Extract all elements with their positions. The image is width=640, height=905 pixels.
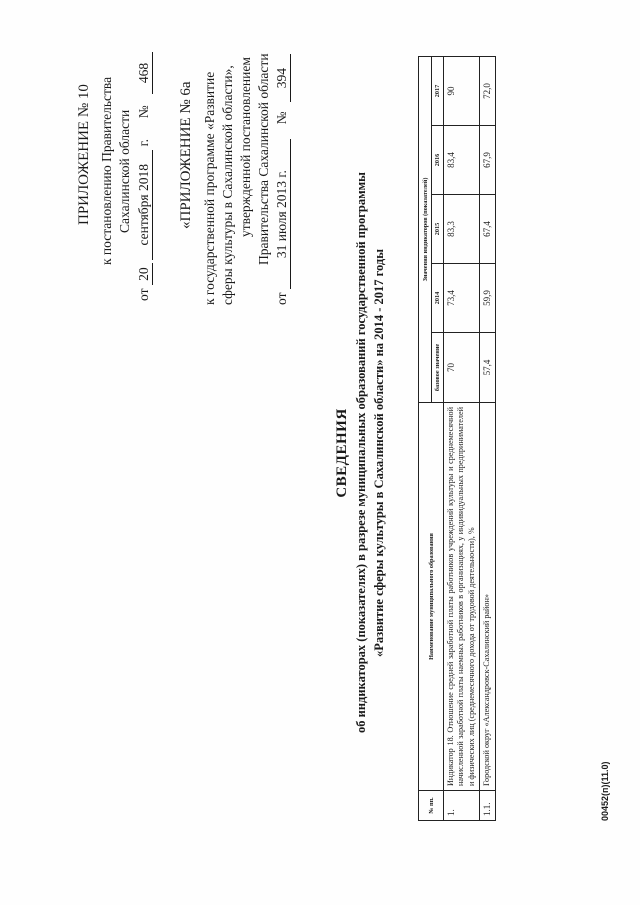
indicators-table [418,56,496,821]
header-values-group: Значения индикаторов (показателей) [419,56,432,402]
table-row [444,56,480,820]
row-value-2017: 90 [444,56,480,125]
row-num: 1.1. [480,791,495,821]
header-base: базовое значение [432,333,444,403]
appendix-6a-line2: сферы культуры в Сахалинской области», [220,65,235,305]
document-subtitle-line2: «Развитие сферы культуры в Сахалинской области» на 2014 - 2017 годы [372,248,386,658]
appendix-6a-line1: к государственной программе «Развитие [202,71,217,305]
row-num: 1. [444,791,480,821]
date-prefix: от [274,292,289,305]
appendix-6a-date-line [274,54,291,305]
row-value-2017: 72,0 [480,56,495,125]
document-subtitle-line1: об индикаторах (показателях) в разрезе муниципальных образований государственной программы [354,172,368,733]
header-year: 2017 [432,56,444,125]
doc-number: 468 [136,52,153,94]
doc-number: 394 [274,54,291,102]
date-suffix: г. [136,139,151,147]
date-month-year: сентября 2018 [136,150,153,260]
appendix-10-line2: Сахалинской области [117,109,132,233]
appendix-6a-title: «ПРИЛОЖЕНИЕ № 6а [178,81,194,229]
row-value-2016: 67,9 [480,126,495,195]
row-name: Городской округ «Александровск-Сахалинский район» [480,403,495,791]
number-sign: № [136,105,151,119]
date-prefix: от [136,288,151,301]
number-sign: № [274,111,289,125]
appendix-6a-line4: Правительства Сахалинской области [256,53,271,265]
row-value-2014: 73,4 [444,264,480,333]
date-day: 20 [136,263,153,285]
appendix-10-line1: к постановлению Правительства [99,76,114,265]
row-value-2016: 83,4 [444,126,480,195]
document-title: СВЕДЕНИЯ [334,408,350,498]
header-year: 2014 [432,264,444,333]
appendix-10-title: ПРИЛОЖЕНИЕ № 10 [76,84,92,225]
header-year: 2015 [432,195,444,264]
row-base-value: 57,4 [480,333,495,403]
appendix-6a-line3: утвержденной постановлением [238,57,253,237]
table-row [480,56,495,820]
header-num: № пп. [419,791,444,821]
row-base-value: 70 [444,333,480,403]
row-value-2015: 83,3 [444,195,480,264]
header-year: 2016 [432,126,444,195]
date-value: 31 июля 2013 г. [274,139,291,289]
row-value-2014: 59,9 [480,264,495,333]
table-header-row [419,56,432,820]
form-code: 00452(п)(11.0) [600,761,610,821]
appendix-10-date-line [136,52,153,301]
row-name: Индикатор 18. Отношение средней заработной платы работников учреждений культуры и среднемесячной начисленной заработной платы наемных работников в организациях, у индивидуальных предпринимателей и физических лиц (среднемесячного дохода от трудовой деятельности), % [444,403,480,791]
row-value-2015: 67,4 [480,195,495,264]
header-name: Наименование муниципального образования [419,403,444,791]
